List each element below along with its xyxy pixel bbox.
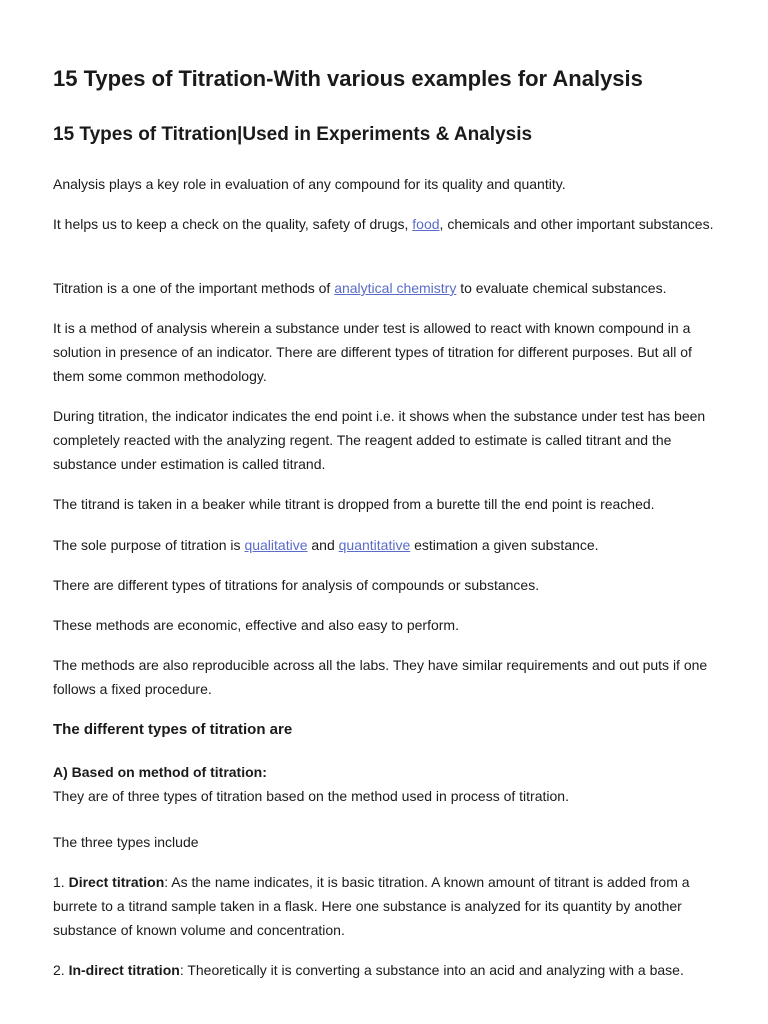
food-link[interactable]: food — [412, 216, 440, 232]
list-term: Direct titration — [68, 874, 165, 890]
paragraph-end-point — [53, 404, 721, 476]
list-text: : Theoretically it is converting a substance into an acid and analyzing with a base. — [179, 962, 684, 978]
list-number: 2. — [53, 962, 69, 978]
page-title: 15 Types of Titration-With various examples for Analysis — [53, 66, 643, 91]
paragraph-text: The titrand is taken in a beaker while titrant is dropped from a burette till the end point is reached. — [53, 496, 655, 512]
paragraph-method-description — [53, 316, 721, 388]
paragraph-text: It is a method of analysis wherein a substance under test is allowed to react with known compound in a solution in presence of an indicator. There are different types of titration for different purposes. But all of them some common methodology. — [53, 320, 692, 384]
qualitative-link[interactable]: qualitative — [244, 537, 308, 553]
paragraph-text: Analysis plays a key role in evaluation of any compound for its quality and quantity. — [53, 176, 566, 192]
paragraph-titration-method — [53, 276, 721, 300]
paragraph-text: These methods are economic, effective and also easy to perform. — [53, 617, 459, 633]
paragraph-quality-check — [53, 212, 721, 236]
paragraph-text: It helps us to keep a check on the quality, safety of drugs, — [53, 216, 413, 232]
list-item-direct-titration — [53, 870, 721, 942]
page-subtitle: 15 Types of Titration|Used in Experiments & Analysis — [53, 124, 533, 145]
three-types-label — [53, 830, 721, 854]
paragraph-text: The three types include — [53, 834, 199, 850]
section-a-intro: They are of three types of titration based on the method used in process of titration. — [53, 788, 569, 804]
paragraph-reproducible — [53, 653, 721, 701]
paragraph-text: There are different types of titrations for analysis of compounds or substances. — [53, 577, 540, 593]
paragraph-text: , chemicals and other important substances. — [439, 216, 714, 232]
paragraph-analysis-role — [53, 172, 721, 196]
paragraph-types-exist — [53, 573, 721, 597]
section-a-block — [53, 760, 721, 808]
paragraph-text: and — [307, 537, 339, 553]
list-number: 1. — [53, 874, 69, 890]
list-item-indirect-titration — [53, 958, 721, 982]
paragraph-text: The methods are also reproducible across all the labs. They have similar requirements and out puts if one follows a fixed procedure. — [53, 657, 708, 697]
paragraph-text: The sole purpose of titration is — [53, 537, 245, 553]
analytical-chemistry-link[interactable]: analytical chemistry — [334, 280, 457, 296]
paragraph-economic — [53, 613, 721, 637]
paragraph-purpose — [53, 533, 721, 557]
section-a-heading: A) Based on method of titration: — [53, 764, 267, 780]
paragraph-text: Titration is a one of the important methods of — [53, 280, 335, 296]
quantitative-link[interactable]: quantitative — [338, 537, 411, 553]
list-term: In-direct titration — [68, 962, 180, 978]
list-text: : As the name indicates, it is basic titration. A known amount of titrant is added from a burrete to a titrand sample taken in a flask. Here one substance is analyzed for its quantity by another substance of known volume and concentration. — [53, 874, 690, 938]
paragraph-text: During titration, the indicator indicates the end point i.e. it shows when the substance under test has been completely reacted with the analyzing regent. The reagent added to estimate is called titrant and the substance under estimation is called titrand. — [53, 408, 706, 472]
paragraph-text: to evaluate chemical substances. — [456, 280, 667, 296]
paragraph-titrand-beaker — [53, 492, 721, 516]
section-heading-types: The different types of titration are — [53, 721, 293, 738]
paragraph-text: estimation a given substance. — [410, 537, 599, 553]
